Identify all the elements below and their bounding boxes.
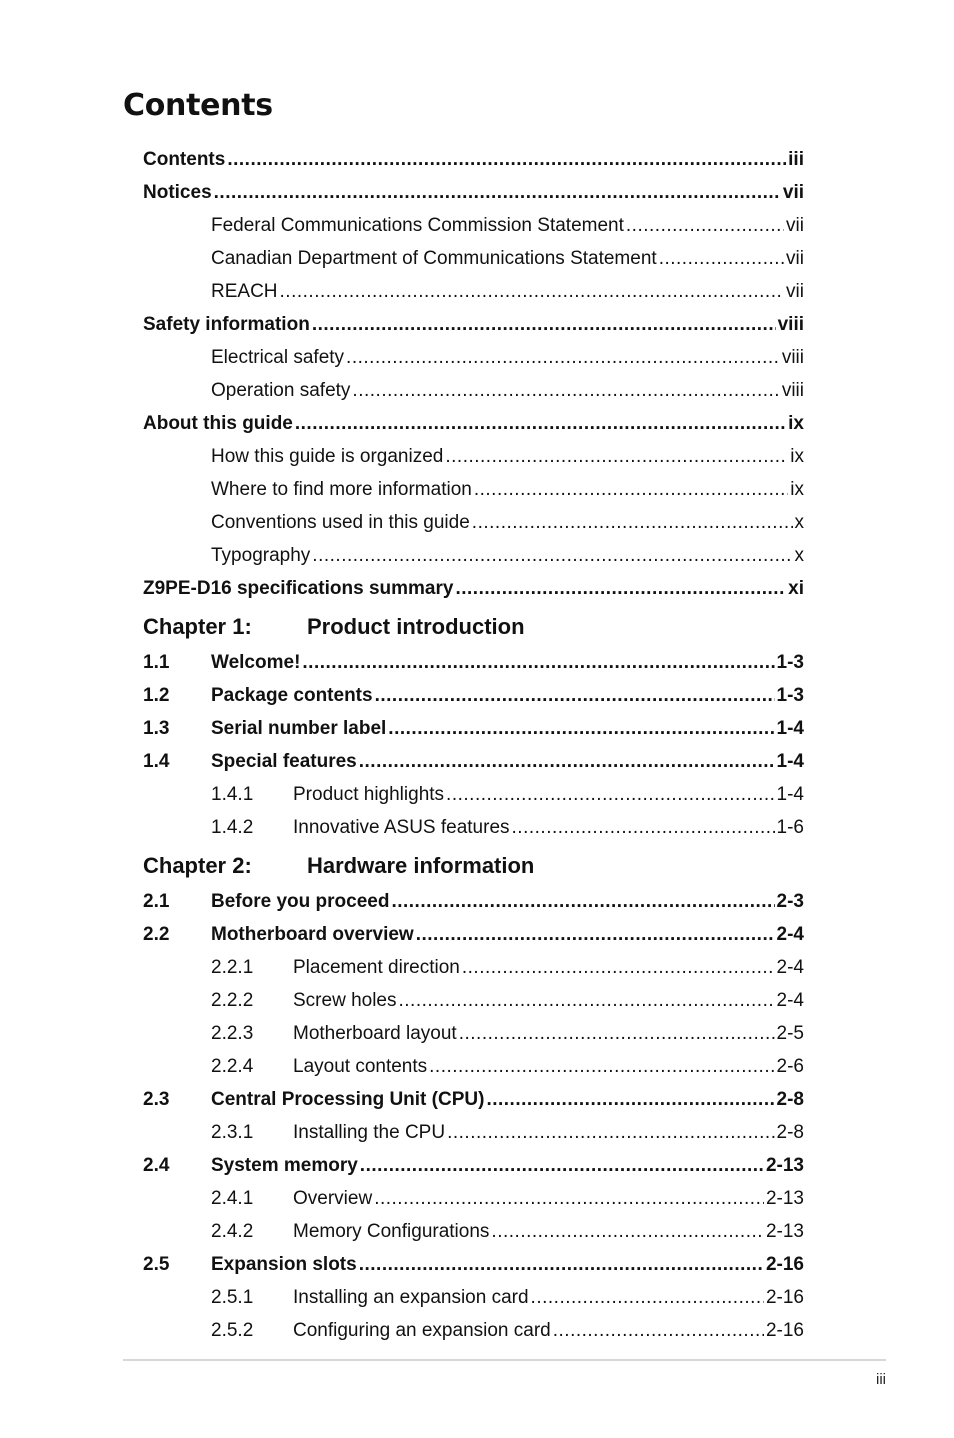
- dot-leader: [472, 513, 793, 533]
- toc-chapter-heading[interactable]: [143, 608, 804, 645]
- toc-entry-title: Motherboard overview: [211, 923, 414, 945]
- toc-page-number: ix: [790, 478, 804, 500]
- toc-entry-title: Motherboard layout: [293, 1022, 457, 1044]
- toc-page-number: xi: [788, 577, 804, 599]
- toc-page-number: vii: [782, 181, 804, 203]
- section-number: 1.3: [143, 717, 170, 739]
- toc-page-number: 2-4: [776, 956, 804, 978]
- toc-entry[interactable]: [143, 572, 804, 605]
- toc-page-number: 1-4: [776, 750, 804, 772]
- toc-page-number: viii: [777, 313, 804, 335]
- dot-leader: [302, 653, 774, 673]
- toc-entry-title: Federal Communications Commission Statement: [211, 214, 624, 236]
- toc-entry-title: Conventions used in this guide: [211, 511, 470, 533]
- toc-entry-title: Installing the CPU: [293, 1121, 446, 1143]
- toc-section[interactable]: [143, 745, 804, 778]
- toc-entry-title: Layout contents: [293, 1055, 428, 1077]
- subsection-number: 2.2.3: [211, 1022, 254, 1044]
- toc-section[interactable]: [143, 1149, 804, 1182]
- toc-subentry[interactable]: [143, 209, 804, 242]
- toc-subsection[interactable]: [143, 951, 804, 984]
- toc-page-number: viii: [781, 346, 804, 368]
- footer-divider: [123, 1359, 886, 1361]
- toc-entry[interactable]: [143, 308, 804, 341]
- toc-entry-title: Screw holes: [293, 989, 397, 1011]
- toc-entry-title: Central Processing Unit (CPU): [211, 1088, 485, 1110]
- toc-subentry[interactable]: [143, 275, 804, 308]
- toc-entry-title: Notices: [143, 181, 212, 203]
- toc-subsection[interactable]: [143, 811, 804, 844]
- chapter-number: Chapter 2:: [143, 852, 252, 878]
- toc-subsection[interactable]: [143, 1050, 804, 1083]
- toc-entry-title: Serial number label: [211, 717, 387, 739]
- subsection-number: 2.4.2: [211, 1220, 254, 1242]
- toc-page-number: iii: [788, 148, 804, 170]
- toc-entry-title: Package contents: [211, 684, 373, 706]
- dot-leader: [659, 249, 784, 269]
- toc-page-number: x: [794, 511, 804, 533]
- subsection-number: 2.2.2: [211, 989, 254, 1011]
- toc-page-number: 2-8: [776, 1121, 804, 1143]
- toc-subentry[interactable]: [143, 242, 804, 275]
- chapter-number: Chapter 1:: [143, 613, 252, 639]
- dot-leader: [459, 1024, 775, 1044]
- dot-leader: [512, 818, 775, 838]
- subsection-number: 1.4.2: [211, 816, 254, 838]
- subsection-number: 2.2.4: [211, 1055, 254, 1077]
- toc-subsection[interactable]: [143, 1215, 804, 1248]
- toc-subentry[interactable]: [143, 506, 804, 539]
- toc-page-number: 1-4: [776, 783, 804, 805]
- toc-entry-title: Before you proceed: [211, 890, 390, 912]
- toc-entry-title: Electrical safety: [211, 346, 345, 368]
- toc-subsection[interactable]: [143, 1182, 804, 1215]
- dot-leader: [455, 579, 786, 599]
- toc-subsection[interactable]: [143, 1017, 804, 1050]
- dot-leader: [445, 447, 788, 467]
- dot-leader: [399, 991, 775, 1011]
- toc-entry-title: Welcome!: [211, 651, 301, 673]
- toc-section[interactable]: [143, 918, 804, 951]
- toc-entry-title: Contents: [143, 148, 226, 170]
- toc-entry-title: Safety information: [143, 313, 310, 335]
- page-number: iii: [876, 1371, 886, 1388]
- dot-leader: [553, 1321, 764, 1341]
- toc-subsection[interactable]: [143, 1281, 804, 1314]
- toc-entry-title: Overview: [293, 1187, 373, 1209]
- toc-entry-title: Z9PE-D16 specifications summary: [143, 577, 454, 599]
- subsection-number: 2.5.2: [211, 1319, 254, 1341]
- section-number: 1.4: [143, 750, 170, 772]
- chapter-title: Hardware information: [307, 852, 535, 878]
- toc-page-number: 2-4: [776, 989, 804, 1011]
- toc-subentry[interactable]: [143, 374, 804, 407]
- toc-page-number: x: [794, 544, 804, 566]
- toc-subsection[interactable]: [143, 778, 804, 811]
- dot-leader: [626, 216, 784, 236]
- toc-section[interactable]: [143, 646, 804, 679]
- dot-leader: [491, 1222, 764, 1242]
- dot-leader: [214, 183, 781, 203]
- dot-leader: [295, 414, 786, 434]
- toc-page-number: ix: [790, 445, 804, 467]
- toc-section[interactable]: [143, 1248, 804, 1281]
- subsection-number: 2.3.1: [211, 1121, 254, 1143]
- toc-page-number: 2-3: [776, 890, 804, 912]
- toc-entry-title: Where to find more information: [211, 478, 472, 500]
- toc-page-number: 2-8: [776, 1088, 804, 1110]
- toc-page-number: vii: [786, 280, 804, 302]
- toc-page-number: 2-13: [765, 1220, 804, 1242]
- toc-section[interactable]: [143, 712, 804, 745]
- toc-page-number: 1-6: [776, 816, 804, 838]
- toc-page-number: 1-3: [776, 684, 804, 706]
- toc-subentry[interactable]: [143, 539, 804, 572]
- toc-section[interactable]: [143, 1083, 804, 1116]
- dot-leader: [486, 1090, 774, 1110]
- toc-subsection[interactable]: [143, 984, 804, 1017]
- toc-entry[interactable]: [143, 143, 804, 176]
- toc-entry-title: System memory: [211, 1154, 358, 1176]
- toc-page-number: vii: [786, 214, 804, 236]
- toc-page-number: viii: [781, 379, 804, 401]
- dot-leader: [280, 282, 785, 302]
- subsection-number: 2.4.1: [211, 1187, 254, 1209]
- subsection-number: 2.5.1: [211, 1286, 254, 1308]
- toc-page-number: 1-4: [776, 717, 804, 739]
- dot-leader: [360, 1156, 764, 1176]
- toc-page-number: 2-6: [776, 1055, 804, 1077]
- dot-leader: [388, 719, 774, 739]
- toc-entry-title: Typography: [211, 544, 311, 566]
- toc-entry-title: Placement direction: [293, 956, 460, 978]
- toc-page-number: 1-3: [776, 651, 804, 673]
- dot-leader: [447, 1123, 774, 1143]
- dot-leader: [312, 546, 792, 566]
- toc-entry-title: Innovative ASUS features: [293, 816, 510, 838]
- dot-leader: [462, 958, 775, 978]
- toc-entry-title: Special features: [211, 750, 357, 772]
- dot-leader: [531, 1288, 764, 1308]
- toc-page-number: 2-5: [776, 1022, 804, 1044]
- dot-leader: [346, 348, 780, 368]
- toc-chapter-heading[interactable]: [143, 847, 804, 884]
- dot-leader: [391, 892, 774, 912]
- toc-page-number: 2-16: [765, 1253, 804, 1275]
- dot-leader: [474, 480, 788, 500]
- toc-page-number: 2-16: [765, 1319, 804, 1341]
- toc-entry-title: Expansion slots: [211, 1253, 357, 1275]
- toc-entry[interactable]: [143, 407, 804, 440]
- toc-subentry[interactable]: [143, 341, 804, 374]
- toc-page-number: 2-16: [765, 1286, 804, 1308]
- dot-leader: [375, 686, 775, 706]
- toc-subsection[interactable]: [143, 1116, 804, 1149]
- dot-leader: [429, 1057, 774, 1077]
- dot-leader: [312, 315, 776, 335]
- toc-entry-title: Operation safety: [211, 379, 351, 401]
- section-number: 1.1: [143, 651, 170, 673]
- toc-page-number: vii: [786, 247, 804, 269]
- toc-entry-title: Installing an expansion card: [293, 1286, 529, 1308]
- table-of-contents: [143, 143, 804, 1347]
- toc-page-number: 2-4: [776, 923, 804, 945]
- toc-entry-title: About this guide: [143, 412, 293, 434]
- toc-entry-title: Memory Configurations: [293, 1220, 490, 1242]
- chapter-title: Product introduction: [307, 613, 525, 639]
- section-number: 2.5: [143, 1253, 170, 1275]
- toc-subentry[interactable]: [143, 440, 804, 473]
- dot-leader: [374, 1189, 764, 1209]
- subsection-number: 2.2.1: [211, 956, 254, 978]
- section-number: 2.3: [143, 1088, 170, 1110]
- page-title: Contents: [123, 88, 273, 123]
- toc-section[interactable]: [143, 679, 804, 712]
- dot-leader: [359, 1255, 764, 1275]
- section-number: 2.4: [143, 1154, 170, 1176]
- dot-leader: [359, 752, 775, 772]
- toc-entry-title: How this guide is organized: [211, 445, 444, 467]
- toc-entry[interactable]: [143, 176, 804, 209]
- toc-entry-title: REACH: [211, 280, 278, 302]
- dot-leader: [227, 150, 786, 170]
- toc-section[interactable]: [143, 885, 804, 918]
- subsection-number: 1.4.1: [211, 783, 254, 805]
- toc-subentry[interactable]: [143, 473, 804, 506]
- dot-leader: [352, 381, 779, 401]
- dot-leader: [446, 785, 774, 805]
- toc-subsection[interactable]: [143, 1314, 804, 1347]
- toc-page-number: 2-13: [765, 1154, 804, 1176]
- toc-entry-title: Canadian Department of Communications Statement: [211, 247, 657, 269]
- section-number: 1.2: [143, 684, 170, 706]
- toc-entry-title: Product highlights: [293, 783, 445, 805]
- dot-leader: [416, 925, 775, 945]
- toc-page-number: 2-13: [765, 1187, 804, 1209]
- section-number: 2.2: [143, 923, 170, 945]
- toc-page-number: ix: [788, 412, 804, 434]
- section-number: 2.1: [143, 890, 170, 912]
- toc-entry-title: Configuring an expansion card: [293, 1319, 551, 1341]
